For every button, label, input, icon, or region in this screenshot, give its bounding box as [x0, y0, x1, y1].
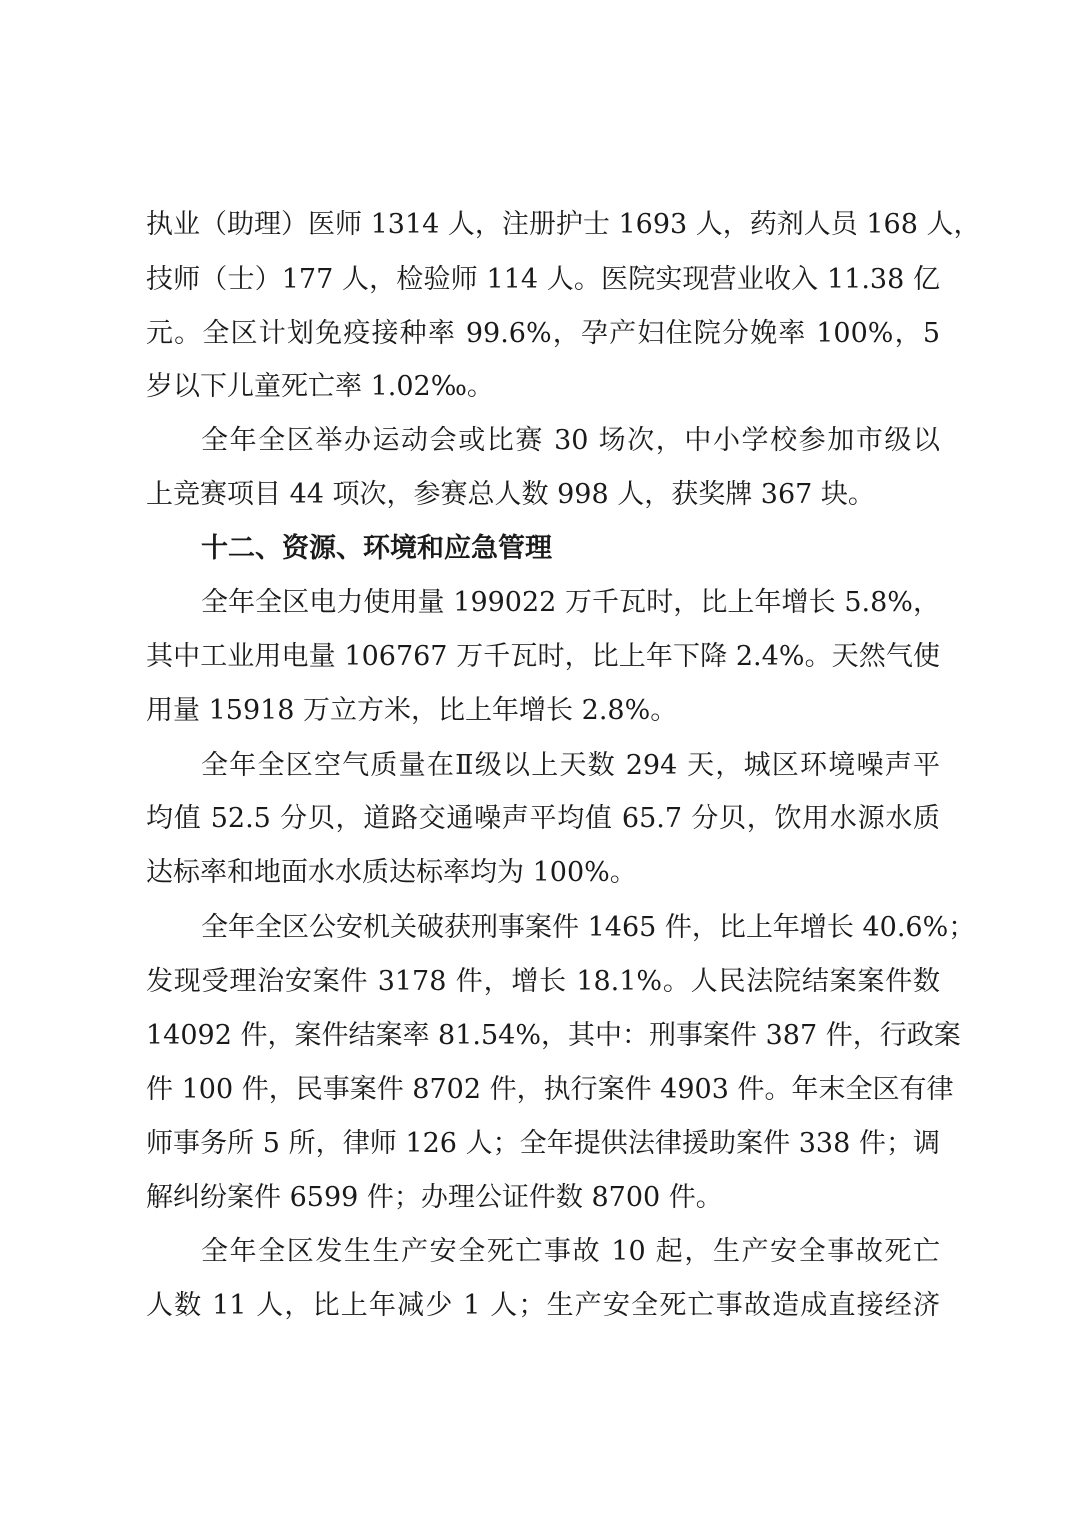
- paragraph-1-line-1: 执业（助理）医师 1314 人，注册护士 1693 人，药剂人员 168 人，: [146, 209, 981, 240]
- paragraph-1-line-2: 技师（士）177 人，检验师 114 人。医院实现营业收入 11.38 亿: [146, 264, 940, 295]
- paragraph-1-line-3: 元。全区计划免疫接种率 99.6%，孕产妇住院分娩率 100%，5: [146, 318, 940, 349]
- paragraph-4-line-1: 全年全区空气质量在Ⅱ级以上天数 294 天，城区环境噪声平: [201, 750, 940, 781]
- paragraph-4-line-3: 达标率和地面水水质达标率均为 100%。: [146, 857, 637, 888]
- paragraph-5-line-3: 14092 件，案件结案率 81.54%，其中：刑事案件 387 件，行政案: [146, 1020, 961, 1051]
- paragraph-3-line-3: 用量 15918 万立方米，比上年增长 2.8%。: [146, 695, 678, 726]
- section-heading: 十二、资源、环境和应急管理: [201, 533, 552, 564]
- paragraph-5-line-1: 全年全区公安机关破获刑事案件 1465 件，比上年增长 40.6%；: [201, 912, 976, 943]
- paragraph-6-line-1: 全年全区发生生产安全死亡事故 10 起，生产安全事故死亡: [201, 1236, 940, 1267]
- paragraph-5-line-4: 件 100 件，民事案件 8702 件，执行案件 4903 件。年末全区有律: [146, 1074, 954, 1105]
- paragraph-4-line-2: 均值 52.5 分贝，道路交通噪声平均值 65.7 分贝，饮用水源水质: [146, 803, 940, 834]
- paragraph-3-line-1: 全年全区电力使用量 199022 万千瓦时，比上年增长 5.8%，: [201, 587, 940, 618]
- paragraph-5-line-6: 解纠纷案件 6599 件；办理公证件数 8700 件。: [146, 1182, 723, 1213]
- paragraph-2-line-2: 上竞赛项目 44 项次，参赛总人数 998 人，获奖牌 367 块。: [146, 479, 875, 510]
- paragraph-3-line-2: 其中工业用电量 106767 万千瓦时，比上年下降 2.4%。天然气使: [146, 641, 940, 672]
- paragraph-2-line-1: 全年全区举办运动会或比赛 30 场次，中小学校参加市级以: [201, 425, 940, 456]
- paragraph-5-line-5: 师事务所 5 所，律师 126 人；全年提供法律援助案件 338 件；调: [146, 1128, 940, 1159]
- paragraph-1-line-4: 岁以下儿童死亡率 1.02‰。: [146, 371, 494, 402]
- paragraph-5-line-2: 发现受理治安案件 3178 件，增长 18.1%。人民法院结案案件数: [146, 966, 940, 997]
- paragraph-6-line-2: 人数 11 人，比上年减少 1 人；生产安全死亡事故造成直接经济: [146, 1290, 940, 1321]
